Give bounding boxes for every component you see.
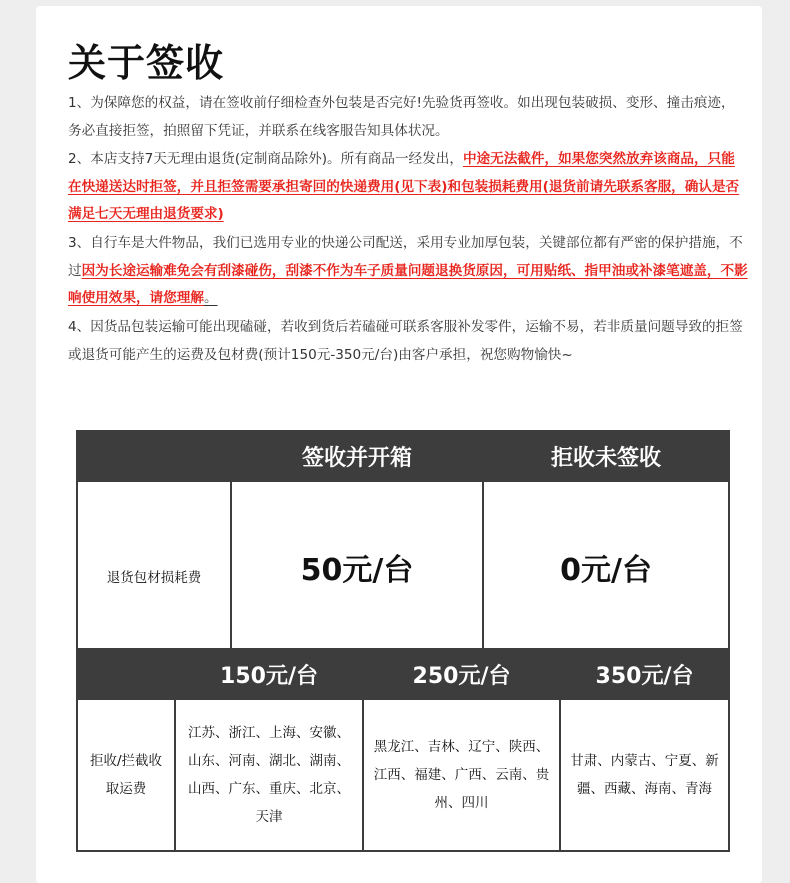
- price-cell: 0元/台: [483, 481, 729, 652]
- paragraph-3: [68, 230, 748, 313]
- region-cell: 江苏、浙江、上海、安徽、山东、河南、湖北、湖南、山西、广东、重庆、北京、天津: [175, 699, 363, 851]
- paragraph-3-emphasis: 因为长途运输难免会有刮漆碰伤，刮漆不作为车子质量问题退换货原因，可用贴纸、指甲油或补漆笔遮盖，不影响使用效果，请您理解: [68, 262, 748, 306]
- shipping-fee-table: [76, 648, 730, 852]
- region-cell: 甘肃、内蒙古、宁夏、新疆、西藏、海南、青海: [560, 699, 729, 851]
- return-fee-table: [76, 430, 730, 653]
- paragraph-4: 4、因货品包装运输可能出现磕碰，若收到货后若磕碰可联系客服补发零件，运输不易，若非质量问题导致的拒签或退货可能产生的运费及包材费(预计150元-350元/台)由客户承担，祝您购物愉快~: [68, 319, 743, 363]
- paragraph-2-text: 2、本店支持7天无理由退货(定制商品除外)。所有商品一经发出，: [68, 151, 463, 167]
- table-header-cell: 250元/台: [363, 649, 560, 699]
- table-header-row: [77, 649, 729, 699]
- row-label: 拒收/拦截收取运费: [77, 699, 175, 851]
- row-label: 退货包材损耗费: [77, 481, 231, 652]
- paragraph-3-end: 。: [203, 290, 218, 306]
- table-header-cell: 签收并开箱: [231, 431, 483, 481]
- table-header-cell: [77, 649, 175, 699]
- region-cell: 黑龙江、吉林、辽宁、陕西、江西、福建、广西、云南、贵州、四川: [363, 699, 560, 851]
- content-card: [36, 6, 762, 883]
- price-cell: 50元/台: [231, 481, 483, 652]
- table-header-cell: 拒收未签收: [483, 431, 729, 481]
- table-header-cell: 350元/台: [560, 649, 729, 699]
- table-row: [77, 481, 729, 652]
- page-title: 关于签收: [68, 41, 225, 85]
- paragraph-1: 1、为保障您的权益，请在签收前仔细检查外包装是否完好!先验货再签收。如出现包装破损、变形、撞击痕迹，务必直接拒签，拍照留下凭证，并联系在线客服告知具体状况。: [68, 95, 735, 139]
- table-row: [77, 699, 729, 851]
- table-header-cell: 150元/台: [175, 649, 363, 699]
- paragraph-2: [68, 146, 748, 229]
- table-header-row: [77, 431, 729, 481]
- paragraph-3-text: 3、自行车是大件物品，我们已选用专业的快递公司配送，采用专业加厚包装，关键部位都有严密的保护措施，不过: [68, 235, 743, 279]
- table-header-cell: [77, 431, 231, 481]
- paragraph-2-emphasis: 中途无法截件，如果您突然放弃该商品，只能在快递送达时拒签，并且拒签需要承担寄回的快递费用(见下表)和包装损耗费用(退货前请先联系客服，确认是否满足七天无理由退货要求): [68, 151, 740, 222]
